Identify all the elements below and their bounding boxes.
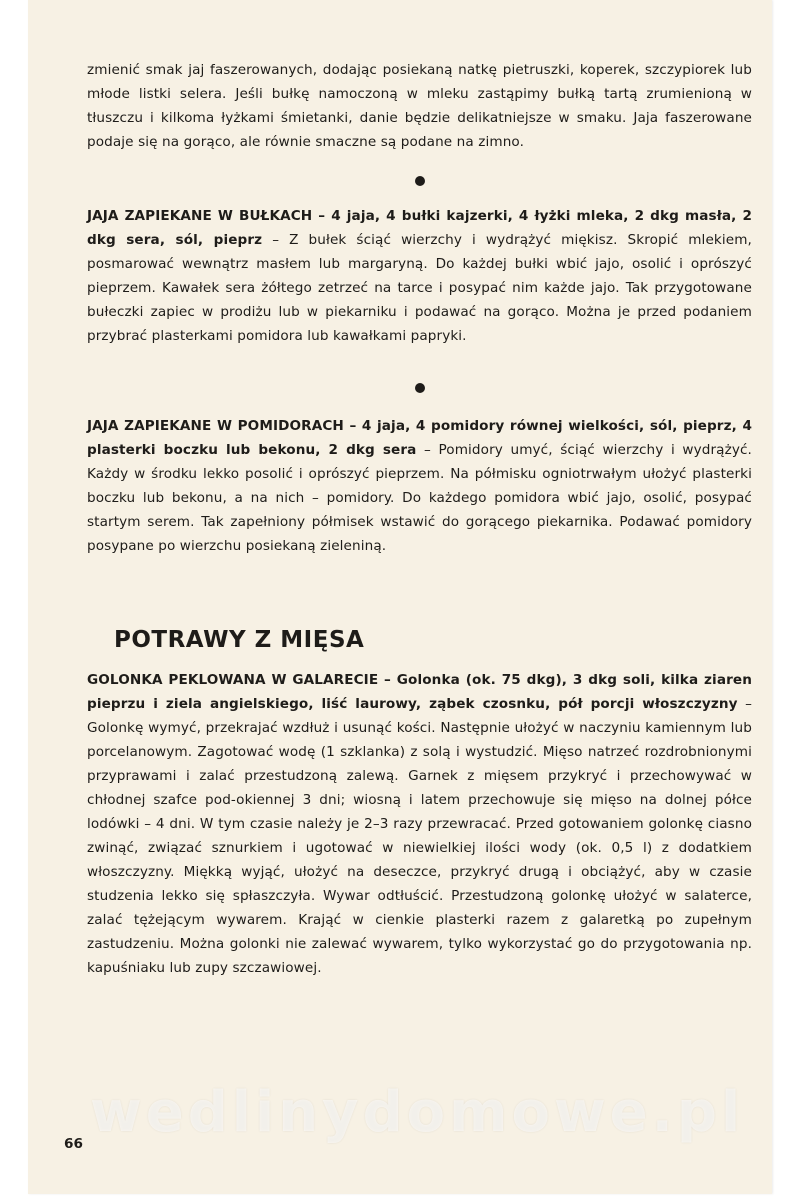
recipe-title: JAJA ZAPIEKANE W BUŁKACH – 4 jaja, 4 bułki kajzerki, 4 łyżki mleka, 2 dkg masła, 2 dkg sera, sól, pieprz [87, 208, 752, 248]
section-heading: POTRAWY Z MIĘSA [114, 627, 365, 653]
separator-bullet-icon [415, 383, 425, 393]
intro-paragraph: zmienić smak jaj faszerowanych, dodając posiekaną natkę pietruszki, koperek, szczypiorek lub młode listki selera. Jeśli bułkę namoczoną w mleku zastąpimy bułką tartą zrumienioną w tłuszczu i kilkoma łyżkami śmietanki, danie będzie delikatniejsze w smaku. Jaja faszerowane podaje się na gorąco, ale równie smaczne są podane na zimno. [87, 62, 752, 150]
recipe-title: JAJA ZAPIEKANE W POMIDORACH – 4 jaja, 4 pomidory równej wielkości, sól, pieprz, 4 plasterki boczku lub bekonu, 2 dkg sera [87, 418, 752, 458]
recipe-body: – Pomidory umyć, ściąć wierzchy i wydrążyć. Każdy w środku lekko posolić i oprószyć pieprzem. Na półmisku ogniotrwałym ułożyć plasterki boczku lub bekonu, a na nich – pomidory. Do każdego pomidora wbić jajo, osolić, posypać startym serem. Tak zapełniony półmisek wstawić do gorącego piekarnika. Podawać pomidory posypane po wierzchu posiekaną zieleniną. [87, 442, 752, 554]
recipe-title: GOLONKA PEKLOWANA W GALARECIE – Golonka (ok. 75 dkg), 3 dkg soli, kilka ziaren pieprzu i ziela angielskiego, liść laurowy, ząbek czosnku, pół porcji włoszczyzny [87, 672, 752, 712]
recipe-jaja-w-pomidorach [87, 414, 752, 558]
recipe-body: – Z bułek ściąć wierzchy i wydrążyć miękisz. Skropić mlekiem, posmarować wewnątrz masłem lub margaryną. Do każdej bułki wbić jajo, osolić i oprószyć pieprzem. Kawałek sera żółtego zetrzeć na tarce i posypać nim każde jajo. Tak przygotowane bułeczki zapiec w prodiżu lub w piekarniku i podawać na gorąco. Można je przed podaniem przybrać plasterkami pomidora lub kawałkami papryki. [87, 232, 752, 344]
book-page [28, 0, 772, 1194]
page-content [87, 58, 752, 980]
watermark: wedlinydomowe.pl [90, 1080, 745, 1145]
recipe-jaja-w-bulkach [87, 204, 752, 348]
page-number: 66 [64, 1136, 83, 1152]
recipe-body: – Golonkę wymyć, przekrajać wzdłuż i usunąć kości. Następnie ułożyć w naczyniu kamiennym lub porcelanowym. Zagotować wodę (1 szklanka) z solą i wystudzić. Mięso natrzeć rozdrobnionymi przyprawami i zalać przestudzoną zalewą. Garnek z mięsem przykryć i przechowywać w chłodnej szafce pod-okiennej 3 dni; wiosną i latem przechowuje się mięso na dolnej półce lodówki – 4 dni. W tym czasie należy je 2–3 razy przewracać. Przed gotowaniem golonkę ciasno zwinąć, związać sznurkiem i ugotować w niewielkiej ilości wody (ok. 0,5 l) z dodatkiem włoszczyzny. Miękką wyjąć, ułożyć na deseczce, przykryć drugą i obciążyć, aby w czasie studzenia lekko się spłaszczyła. Wywar odtłuścić. Przestudzoną golonkę ułożyć w salaterce, zalać tężejącym wywarem. Krająć w cienkie plasterki razem z galaretką po zupełnym zastudzeniu. Można golonki nie zalewać wywarem, tylko wykorzystać go do przygotowania np. kapuśniaku lub zupy szczawiowej. [87, 696, 752, 976]
recipe-golonka [87, 668, 752, 980]
separator-bullet-icon [415, 176, 425, 186]
